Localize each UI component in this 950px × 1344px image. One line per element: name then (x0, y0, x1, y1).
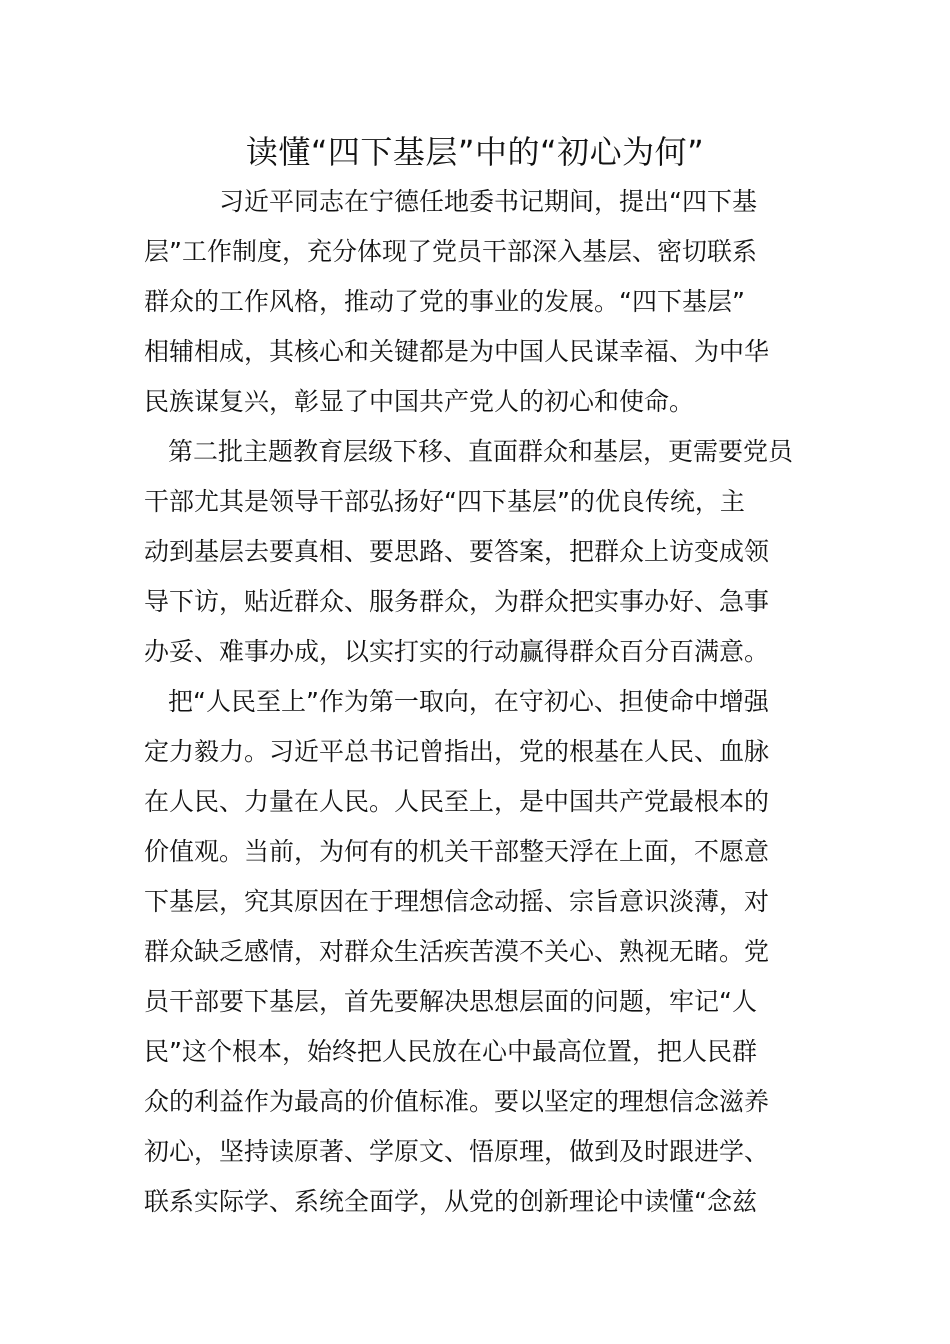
text-line: 价值观。当前，为何有的机关干部整天浮在上面，不愿意 (144, 837, 770, 866)
text-line: 把“人民至上”作为第一取向，在守初心、担使命中增强 (168, 687, 769, 716)
text-line: 在人民、力量在人民。人民至上，是中国共产党最根本的 (144, 787, 770, 816)
text-line: 相辅相成，其核心和关键都是为中国人民谋幸福、为中华 (144, 337, 770, 366)
text-line: 第二批主题教育层级下移、直面群众和基层，更需要党员 (168, 437, 794, 466)
text-line: 员干部要下基层，首先要解决思想层面的问题，牢记“人 (144, 987, 757, 1016)
text-line: 定力毅力。习近平总书记曾指出，党的根基在人民、血脉 (144, 737, 770, 766)
text-line: 群众缺乏感情，对群众生活疾苦漠不关心、熟视无睹。党 (144, 937, 770, 966)
text-line: 联系实际学、系统全面学，从党的创新理论中读懂“念兹 (144, 1187, 757, 1216)
text-line: 下基层，究其原因在于理想信念动摇、宗旨意识淡薄，对 (144, 887, 770, 916)
text-line: 办妥、难事办成，以实打实的行动赢得群众百分百满意。 (144, 637, 770, 666)
text-line: 民”这个根本，始终把人民放在心中最高位置，把人民群 (144, 1037, 757, 1066)
text-line: 导下访，贴近群众、服务群众，为群众把实事办好、急事 (144, 587, 770, 616)
text-line: 层”工作制度，充分体现了党员干部深入基层、密切联系 (144, 237, 757, 266)
text-line: 众的利益作为最高的价值标准。要以坚定的理想信念滋养 (144, 1087, 770, 1116)
text-line: 干部尤其是领导干部弘扬好“四下基层”的优良传统，主 (144, 487, 745, 516)
text-line: 动到基层去要真相、要思路、要答案，把群众上访变成领 (144, 537, 770, 566)
text-line: 群众的工作风格，推动了党的事业的发展。“四下基层” (144, 287, 745, 316)
page-title: 读懂“四下基层”中的“初心为何” (245, 133, 705, 171)
text-line: 民族谋复兴，彰显了中国共产党人的初心和使命。 (144, 387, 695, 416)
text-line: 习近平同志在宁德任地委书记期间，提出“四下基 (219, 187, 757, 216)
text-line: 初心，坚持读原著、学原文、悟原理，做到及时跟进学、 (144, 1137, 770, 1166)
